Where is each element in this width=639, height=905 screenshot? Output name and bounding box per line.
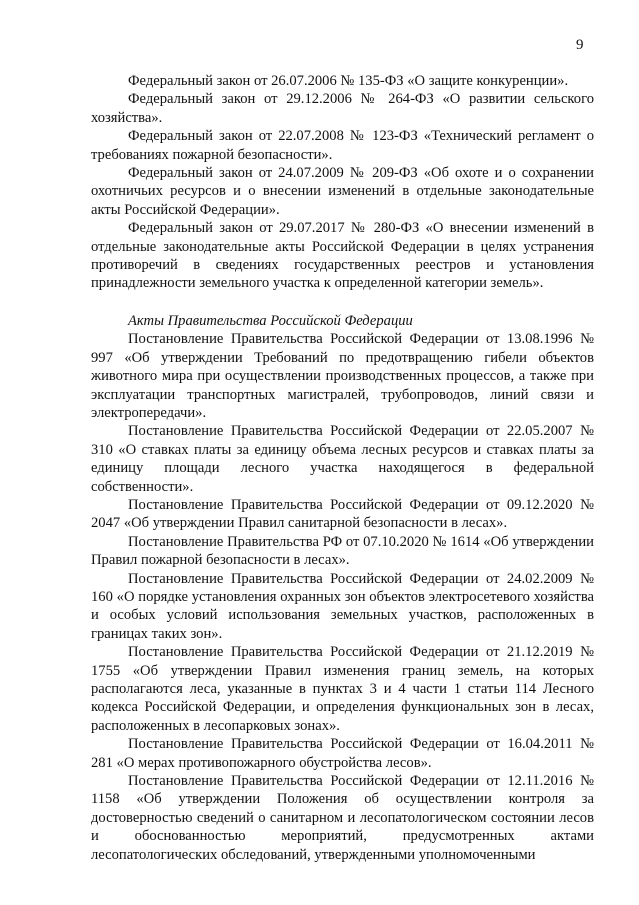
government-act-paragraph: Постановление Правительства РФ от 07.10.2020 № 1614 «Об утверждении Правил пожарной безопасности в лесах». (91, 533, 594, 569)
government-act-paragraph: Постановление Правительства Российской Федерации от 12.11.2016 № 1158 «Об утверждении Положения об осуществлении контроля за достоверностью сведений о санитарном и лесопатологическом состоянии лесов и обоснованностью мероприятий, предусмотренных актами лесопатологических обследований, утвержденными уполномоченными (91, 773, 594, 863)
government-act-paragraph: Постановление Правительства Российской Федерации от 22.05.2007 № 310 «О ставках платы за единицу объема лесных ресурсов и ставках платы за единицу площади лесного участка находящегося в федеральной собственности». (91, 423, 594, 495)
federal-law-paragraph: Федеральный закон от 26.07.2006 № 135-ФЗ «О защите конкуренции». (128, 73, 569, 89)
document-body (91, 72, 594, 864)
government-act-paragraph: Постановление Правительства Российской Федерации от 13.08.1996 № 997 «Об утверждении Требований по предотвращению гибели объектов животного мира при осуществлении производственных процессов, а также при эксплуатации транспортных магистралей, трубопроводов, линий связи и электропередачи». (91, 331, 594, 421)
section-heading: Акты Правительства Российской Федерации (128, 312, 413, 329)
government-act-paragraph: Постановление Правительства Российской Федерации от 24.02.2009 № 160 «О порядке установления охранных зон объектов электросетевого хозяйства и особых условий использования земельных участков, расположенных в границах таких зон». (91, 570, 594, 642)
government-act-paragraph: Постановление Правительства Российской Федерации от 21.12.2019 № 1755 «Об утверждении Правил изменения границ земель, на которых располагаются леса, указанные в пунктах 3 и 4 части 1 статьи 114 Лесного кодекса Российской Федерации, и определения функциональных зон в лесах, расположенных в лесопарковых зонах». (91, 644, 594, 734)
federal-law-paragraph: Федеральный закон от 24.07.2009 № 209-ФЗ «Об охоте и о сохранении охотничьих ресурсов и о внесении изменений в отдельные законодательные акты Российской Федерации». (91, 165, 594, 218)
federal-law-paragraph: Федеральный закон от 29.07.2017 № 280-ФЗ «О внесении изменений в отдельные законодательные акты Российской Федерации в целях устранения противоречий в сведениях государственных реестров и установления принадлежности земельного участка к определенной категории земель». (91, 220, 594, 292)
government-act-paragraph: Постановление Правительства Российской Федерации от 09.12.2020 № 2047 «Об утверждении Правил санитарной безопасности в лесах». (91, 496, 594, 532)
federal-law-paragraph: Федеральный закон от 29.12.2006 № 264-ФЗ «О развитии сельского хозяйства». (91, 91, 594, 126)
government-act-paragraph: Постановление Правительства Российской Федерации от 16.04.2011 № 281 «О мерах противопожарного обустройства лесов». (91, 736, 594, 771)
federal-law-paragraph: Федеральный закон от 22.07.2008 № 123-ФЗ «Технический регламент о требованиях пожарной безопасности». (91, 128, 594, 163)
page-number: 9 (576, 37, 584, 53)
